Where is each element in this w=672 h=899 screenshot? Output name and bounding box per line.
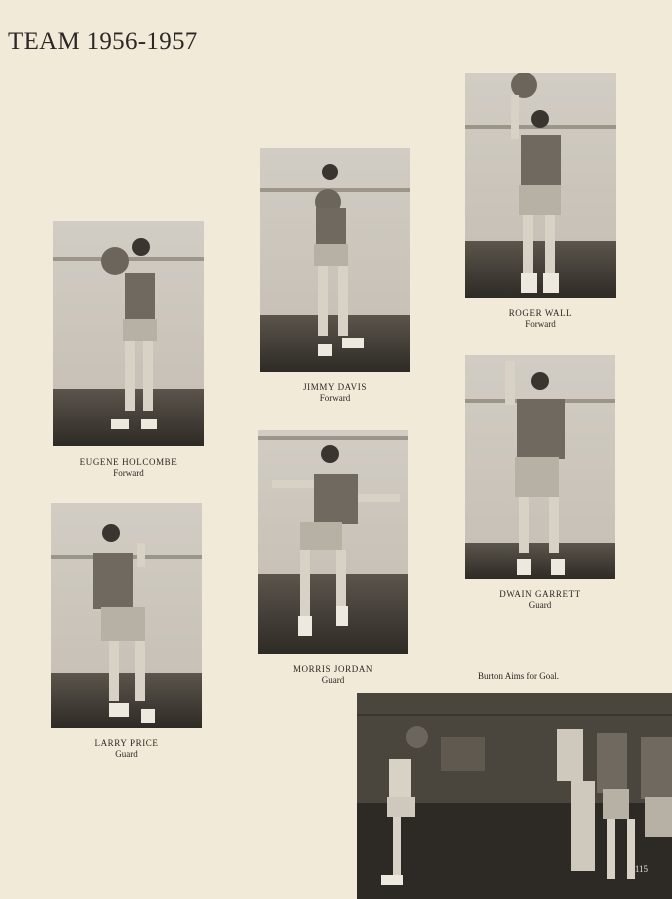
caption-larry-price — [51, 738, 202, 759]
page-number: 115 — [634, 864, 648, 874]
player-position: Guard — [528, 600, 552, 610]
photo-morris-jordan — [258, 430, 408, 654]
player-position: Forward — [319, 393, 351, 403]
player-name: DWAIN GARRETT — [499, 589, 581, 599]
caption-roger-wall — [465, 308, 616, 329]
caption-morris-jordan — [258, 664, 408, 685]
player-name: EUGENE HOLCOMBE — [79, 457, 178, 467]
photo-eugene-holcombe — [53, 221, 204, 446]
player-position: Guard — [321, 675, 345, 685]
page-title: TEAM 1956-1957 — [8, 28, 198, 55]
photo-larry-price — [51, 503, 202, 728]
player-name: MORRIS JORDAN — [292, 664, 374, 674]
caption-jimmy-davis — [260, 382, 410, 403]
action-photo-burton — [357, 693, 672, 899]
player-position: Guard — [115, 749, 138, 759]
photo-dwain-garrett — [465, 355, 615, 579]
photo-jimmy-davis — [260, 148, 410, 372]
player-position: Forward — [113, 468, 144, 478]
caption-dwain-garrett — [465, 589, 615, 610]
player-name: JIMMY DAVIS — [303, 382, 367, 392]
photo-roger-wall — [465, 73, 616, 298]
player-name: ROGER WALL — [508, 308, 573, 318]
action-photo-caption: Burton Aims for Goal. — [478, 671, 559, 681]
player-position: Forward — [525, 319, 556, 329]
player-name: LARRY PRICE — [94, 738, 159, 748]
caption-eugene-holcombe — [53, 457, 204, 478]
